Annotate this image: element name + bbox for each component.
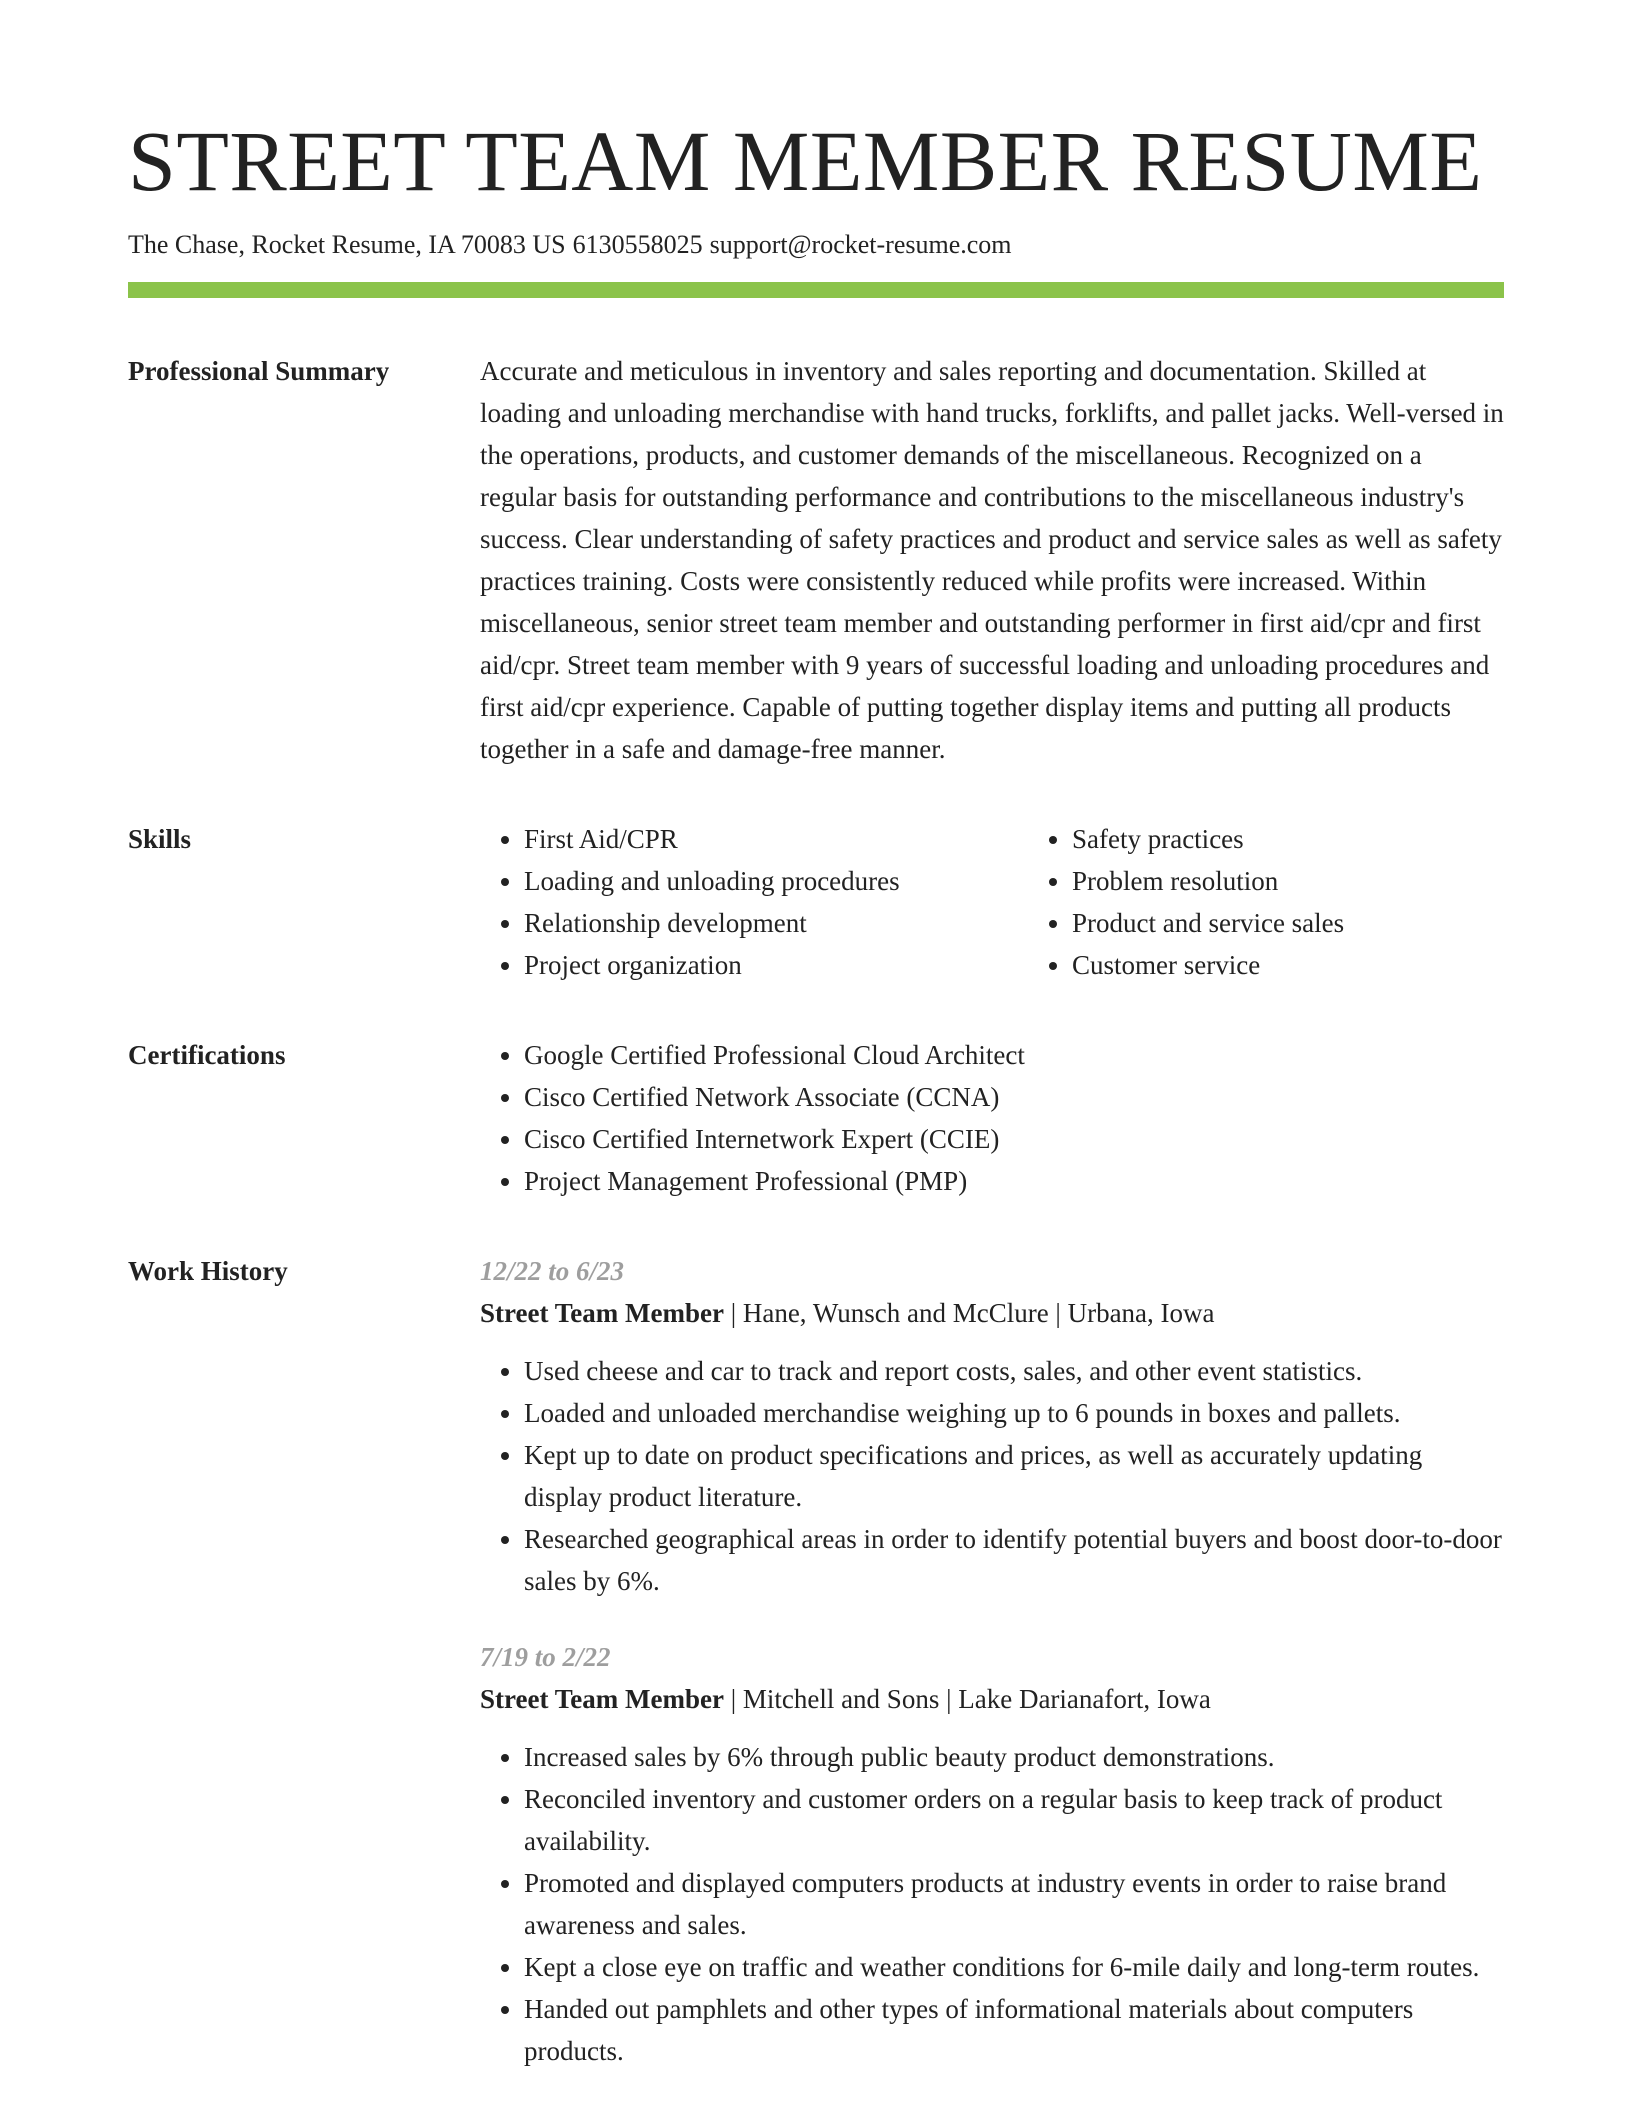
skill-item: • Customer service [1072, 944, 1576, 986]
work-history-heading: Work History [128, 1255, 288, 1286]
skill-item: • Problem resolution [1072, 860, 1576, 902]
certifications-list [480, 1034, 1504, 1202]
contact-line [128, 228, 1504, 262]
contact-address: The Chase, Rocket Resume, IA 70083 US [128, 230, 566, 259]
job-bullet: • Researched geographical areas in order to identify potential buyers and boost door-to-door sales by 6%. [524, 1518, 1504, 1602]
summary-section [128, 350, 1504, 770]
work-history-section [128, 1250, 1504, 2072]
job-entry [480, 1636, 1504, 2072]
job-bullet: • Increased sales by 6% through public beauty product demonstrations. [524, 1736, 1504, 1778]
job-bullet: • Kept up to date on product specifications and prices, as well as accurately updating display product literature. [524, 1434, 1504, 1518]
certification-item: • Google Certified Professional Cloud Architect [524, 1034, 1504, 1076]
certification-item: • Cisco Certified Internetwork Expert (CCIE) [524, 1118, 1504, 1160]
certifications-body [480, 1034, 1504, 1202]
skill-item: • Project organization [524, 944, 1028, 986]
skill-item: • Safety practices [1072, 818, 1576, 860]
job-bullet: • Reconciled inventory and customer orders on a regular basis to keep track of product availability. [524, 1778, 1504, 1862]
job-header [480, 1292, 1504, 1334]
job-dates: 7/19 to 2/22 [480, 1641, 611, 1672]
job-dates: 12/22 to 6/23 [480, 1255, 625, 1286]
certifications-section [128, 1034, 1504, 1202]
summary-heading: Professional Summary [128, 355, 390, 386]
job-company-location: | Mitchell and Sons | Lake Darianafort, Iowa [723, 1683, 1211, 1714]
skill-item: • Loading and unloading procedures [524, 860, 1028, 902]
skill-item: • Relationship development [524, 902, 1028, 944]
certifications-heading: Certifications [128, 1039, 286, 1070]
skills-list-right [1028, 818, 1576, 986]
job-bullet: • Handed out pamphlets and other types of informational materials about computers products. [524, 1988, 1504, 2072]
job-bullets [480, 1736, 1504, 2072]
work-history-body [480, 1250, 1504, 2072]
summary-body [480, 350, 1504, 770]
job-entry [480, 1250, 1504, 1602]
resume-title: STREET TEAM MEMBER RESUME [128, 113, 1483, 209]
skills-body [480, 818, 1576, 986]
contact-email: support@rocket-resume.com [709, 230, 1012, 259]
job-bullets [480, 1350, 1504, 1602]
job-company-location: | Hane, Wunsch and McClure | Urbana, Iowa [723, 1297, 1215, 1328]
certification-item: • Cisco Certified Network Associate (CCNA) [524, 1076, 1504, 1118]
certification-item: • Project Management Professional (PMP) [524, 1160, 1504, 1202]
skills-heading: Skills [128, 823, 192, 854]
job-bullet: • Used cheese and car to track and report costs, sales, and other event statistics. [524, 1350, 1504, 1392]
header-divider [128, 282, 1504, 298]
job-header [480, 1678, 1504, 1720]
skills-section [128, 818, 1504, 986]
skill-item: • Product and service sales [1072, 902, 1576, 944]
job-role: Street Team Member [480, 1297, 724, 1328]
job-bullet: • Kept a close eye on traffic and weather conditions for 6-mile daily and long-term routes. [524, 1946, 1504, 1988]
job-bullet: • Loaded and unloaded merchandise weighing up to 6 pounds in boxes and pallets. [524, 1392, 1504, 1434]
summary-text: Accurate and meticulous in inventory and sales reporting and documentation. Skilled at loading and unloading merchandise with hand trucks, forklifts, and pallet jacks. Well-versed in the operations, products, and customer demands of the miscellaneous. Recognized on a regular basis for outstanding performance and contributions to the miscellaneous industry's success. Clear understanding of safety practices and product and service sales as well as safety practices training. Costs were consistently reduced while profits were increased. Within miscellaneous, senior street team member and outstanding performer in first aid/cpr and first aid/cpr. Street team member with 9 years of successful loading and unloading procedures and first aid/cpr experience. Capable of putting together display items and putting all products together in a safe and damage-free manner. [480, 355, 1504, 764]
job-bullet: • Promoted and displayed computers products at industry events in order to raise brand awareness and sales. [524, 1862, 1504, 1946]
skills-list-left [480, 818, 1028, 986]
skill-item: • First Aid/CPR [524, 818, 1028, 860]
job-role: Street Team Member [480, 1683, 724, 1714]
contact-phone: 6130558025 [572, 230, 703, 259]
